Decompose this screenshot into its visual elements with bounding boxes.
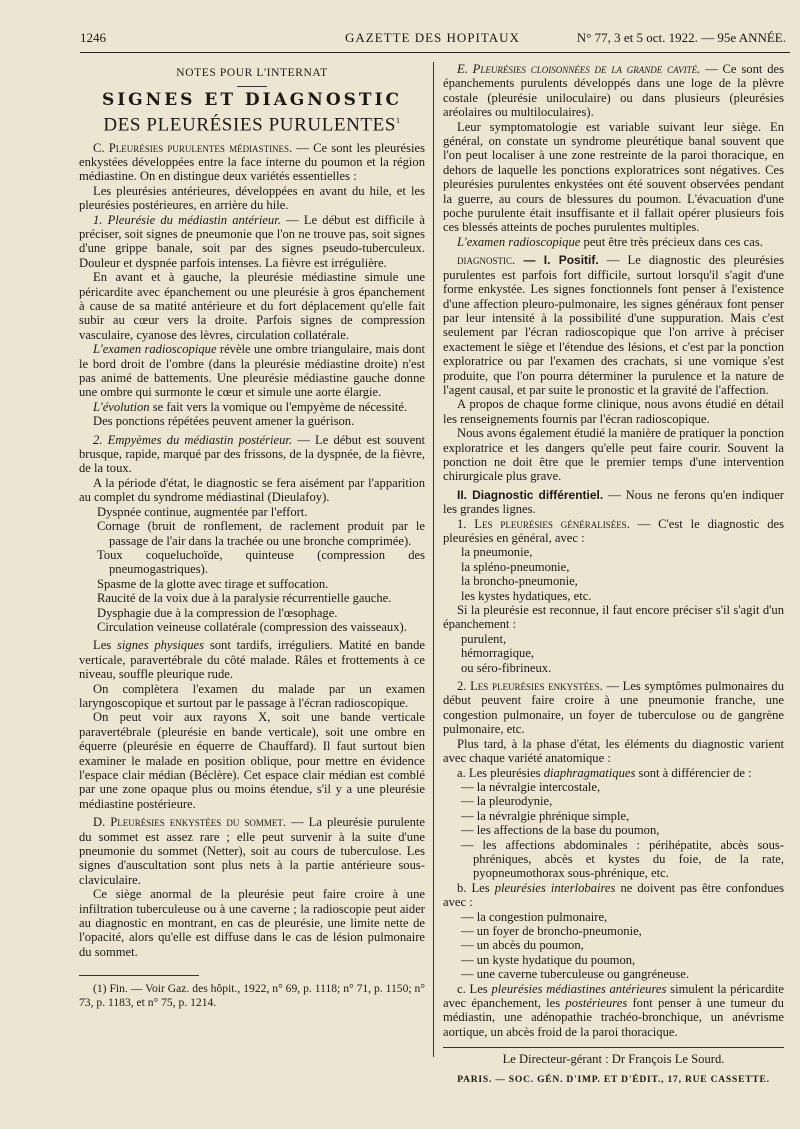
paragraph: II. Diagnostic différentiel. — Nous ne ferons qu'en indiquer les grandes lignes. bbox=[443, 487, 785, 517]
right-column bbox=[443, 62, 784, 1087]
page-header bbox=[80, 26, 790, 54]
list-item: — un kyste hydatique du poumon, bbox=[461, 952, 636, 967]
column-divider bbox=[433, 62, 434, 1057]
list-item: — la congestion pulmonaire, bbox=[461, 909, 608, 924]
paragraph: diagnostic. — I. Positif. — Le diagnostic des pleurésies purulentes est parfois fort difficile, surtout lorsqu'il s'agit d'une forme enkystée. Les signes fonctionnels font penser à l'existence d'une affection pleuro-pulmonaire, les signes généraux font penser par leur intensité à la possibilité d'une suppuration. Mais c'est seulement par l'écran radioscopique que l'on arrive à préciser exactement le siège et l'étendue des lésions, et c'est par la ponction exploratrice ou par l'examen des crachats, si une vomique s'est produite, que l'on pourra déterminer la purulence et la nature de l'agent causal, et par suite le pronostic et la gravité de l'affection. bbox=[443, 253, 785, 397]
issue-info: N° 77, 3 et 5 oct. 1922. — 95e ANNÉE. bbox=[576, 30, 786, 45]
paragraph: Plus tard, à la phase d'état, les éléments du diagnostic varient avec chaque variété anatomique : bbox=[443, 736, 784, 766]
symptom-item: Spasme de la glotte avec tirage et suffocation. bbox=[97, 576, 329, 591]
paragraph: A propos de chaque forme clinique, nous avons étudié en détail les renseignements fournis par l'écran radioscopique. bbox=[443, 397, 784, 426]
article-title-line2: DES PLEURÉSIES PURULENTES$^1$ bbox=[103, 114, 401, 136]
paragraph: L'examen radioscopique révèle une ombre triangulaire, mais dont le bord droit de l'ombre (dans la pleurésie médiastine droite) n'est pas animé de battements. Une pleurésie médiastine gauche donne une ombre qui surmonte le cœur et simule une aorte élargie. bbox=[79, 342, 425, 400]
section-label: NOTES POUR L'INTERNAT bbox=[176, 67, 328, 79]
footnote-rule bbox=[79, 975, 199, 976]
paragraph: D. Pleurésies enkystées du sommet. — La pleurésie purulente du sommet est assez rare ; elle peut survenir à la suite d'une pneumonie du sommet (Netter), soit au cours de tuberculose. Les signes d'auscultation sont plus nets à la partie antérieure sous-claviculaire. bbox=[79, 815, 426, 887]
list-item: ou séro-fibrineux. bbox=[461, 660, 552, 675]
list-item: — la névralgie intercostale, bbox=[461, 779, 601, 794]
list-item: la spléno-pneumonie, bbox=[461, 559, 570, 574]
symptom-item: Toux coqueluchoïde, quinteuse (compression des pneumogastriques). bbox=[97, 547, 425, 577]
paragraph: Les signes physiques sont tardifs, irréguliers. Matité en bande verticale, paravertébrale du côté malade. Râles et frottements à ce niveau, souffle pleurique rude. bbox=[79, 638, 425, 682]
list-item: — un abcès du poumon, bbox=[461, 938, 584, 953]
list-item: purulent, bbox=[461, 631, 507, 646]
paragraph: On complètera l'examen du malade par un examen laryngoscopique et surtout par le passage à l'écran radioscopique. bbox=[79, 681, 425, 710]
paragraph: On peut voir aux rayons X, soit une bande verticale paravertébrale (pleurésie en bande verticale), soit une ombre en équerre (pleurésie en équerre de Chauffard). Il faut surtout bien examiner le malade en position oblique, pour mettre en évidence l'espace clair médian (Béclère). Cet espace clair médian est comblé par une zone opaque plus ou moins étendue, s'il y a une pleurésie médiastine postérieure. bbox=[79, 710, 425, 811]
paragraph: 1. Les pleurésies généralisées. — C'est le diagnostic des pleurésies en général, avec : bbox=[443, 516, 784, 545]
signature: Le Directeur-gérant : Dr François Le Sourd. bbox=[502, 1052, 725, 1067]
paragraph: Ce siège anormal de la pleurésie peut faire croire à une infiltration tuberculeuse ou à une caverne ; la radioscopie peut aider au diagnostic en montrant, en cas de pleurésie, une limite nette de l'opacité, alors qu'elle est diffuse dans le cas de lésion pulmonaire du sommet. bbox=[79, 887, 425, 959]
signature-rule bbox=[443, 1047, 784, 1048]
article-title-line1: SIGNES ET DIAGNOSTIC bbox=[101, 90, 403, 111]
title-rule bbox=[237, 86, 267, 87]
list-item: hémorragique, bbox=[461, 646, 535, 661]
paragraph: c. Les pleurésies médiastines antérieures simulent la péricardite avec épanchement, les postérieures font penser à une tumeur du médiastin, une adénopathie trachéo-bronchique, un anévrisme aortique, un abcès froid de la paroi thoracique. bbox=[443, 981, 785, 1039]
symptom-item: Raucité de la voix due à la paralysie récurrentielle gauche. bbox=[97, 591, 392, 606]
list-item: — une caverne tuberculeuse ou gangréneuse. bbox=[461, 967, 689, 982]
paragraph: 2. Les pleurésies enkystées. — Les symptômes pulmonaires du début peuvent faire croire à une pneumonie franche, une congestion pulmonaire, un foyer de tuberculose ou de gangrène pulmonaire, etc. bbox=[443, 679, 784, 737]
paragraph: L'évolution se fait vers la vomique ou l'empyème de nécessité. bbox=[93, 399, 408, 414]
symptom-item: Dysphagie due à la compression de l'œsophage. bbox=[97, 605, 338, 620]
paragraph: En avant et à gauche, la pleurésie médiastine simule une péricardite avec épanchement ou une pleurésie à gros épanchement à cause de sa matité antérieure et du fort déplacement qu'elle fait subir au cœur vers la droite. Parfois signes de compression vasculaire, cyanose des lèvres, circulation collatérale. bbox=[79, 270, 425, 342]
paragraph: Les pleurésies antérieures, développées en avant du hile, et les pleurésies postérieures, en arrière du hile. bbox=[79, 183, 425, 213]
paragraph: Si la pleurésie est reconnue, il faut encore préciser s'il s'agit d'un épanchement : bbox=[443, 603, 784, 632]
list-item: — les affections de la base du poumon, bbox=[461, 823, 660, 838]
list-item: — un foyer de broncho-pneumonie, bbox=[461, 923, 642, 938]
list-item: — les affections abdominales : périhépatite, abcès sous-phréniques, abcès et kystes du foie, de la rate, pyopneumothorax sous-phrénique, etc. bbox=[461, 837, 784, 881]
paragraph: Des ponctions répétées peuvent amener la guérison. bbox=[93, 414, 355, 429]
symptom-item: Dyspnée continue, augmentée par l'effort. bbox=[97, 504, 308, 519]
paragraph: Nous avons également étudié la manière de pratiquer la ponction exploratrice et les dangers qu'elle peut faire courir. Souvent la ponction ne doit être que le premier temps d'une intervention chirurgicale plus grave. bbox=[443, 426, 784, 484]
symptom-item: Circulation veineuse collatérale (compression des vaisseaux). bbox=[97, 619, 407, 634]
footnote-ref: 1 bbox=[396, 115, 401, 125]
journal-title: GAZETTE DES HOPITAUX bbox=[345, 30, 520, 45]
paragraph: a. Les pleurésies diaphragmatiques sont à différencier de : bbox=[457, 765, 752, 780]
list-item: la broncho-pneumonie, bbox=[461, 574, 578, 589]
paragraph: 2. Empyèmes du médiastin postérieur. — Le début est souvent brusque, rapide, marqué par des frissons, de la dyspnée, de la fièvre, de la toux. bbox=[79, 432, 425, 476]
printer-imprint: PARIS. — SOC. GÉN. D'IMP. ET D'ÉDIT., 17, RUE CASSETTE. bbox=[457, 1074, 770, 1085]
list-item: — la pleurodynie, bbox=[461, 794, 553, 809]
header-rule bbox=[80, 52, 790, 53]
list-item: — la névralgie phrénique simple, bbox=[461, 808, 630, 823]
paragraph: b. Les pleurésies interlobaires ne doivent pas être confondues avec : bbox=[443, 880, 784, 910]
footnote: (1) Fin. — Voir Gaz. des hôpit., 1922, n° 69, p. 1118; n° 71, p. 1150; n° 73, p. 1183, et n° 75, p. 1214. bbox=[79, 982, 425, 1010]
paragraph: C. Pleurésies purulentes médiastines. — Ce sont les pleurésies enkystées développées entre la face interne du poumon et la région médiastine. On en distingue deux variétés essentielles : bbox=[79, 140, 425, 184]
paragraph: E. Pleurésies cloisonnées de la grande cavité. — Ce sont des épanchements purulents développés dans une loge de la plèvre costale (pleurésie uniloculaire) ou dans plusieurs (pleurésies aréolaires ou multiloculaires). bbox=[443, 62, 784, 120]
symptom-item: Cornage (bruit de ronflement, de raclement produit par le passage de l'air dans la trachée ou une bronche comprimée). bbox=[97, 519, 425, 548]
page-number: 1246 bbox=[80, 30, 106, 45]
list-item: la pneumonie, bbox=[461, 545, 533, 560]
list-item: les kystes hydatiques, etc. bbox=[461, 588, 592, 603]
paragraph: A la période d'état, le diagnostic se fera aisément par l'apparition au complet du syndrome médiastinal (Dieulafoy). bbox=[79, 475, 425, 505]
paragraph: L'examen radioscopique peut être très précieux dans ces cas. bbox=[457, 234, 763, 249]
paragraph: 1. Pleurésie du médiastin antérieur. — Le début est difficile à préciser, soit signes de pneumonie que l'on ne trouve pas, soit signes d'une grippe banale, soit par des signes pseudo-tuberculeux. Douleur et dyspnée parfois intenses. La fièvre est irrégulière. bbox=[79, 212, 425, 270]
left-column bbox=[79, 62, 425, 1010]
paragraph: Leur symptomatologie est variable suivant leur siège. En général, on constate un syndrome pleurétique banal souvent que l'on peut localiser à une zone restreinte de la paroi thoracique, en dehors de laquelle les ponctions exploratrices sont négatives. Ces pleurésies purulentes enkystées ont été souvent observées pendant la guerre, au cours de blessures du poumon. L'évacuation d'une poche purulente était insuffisante et il fallait opérer plusieurs fois ces blessés atteints de poches purulentes multiples. bbox=[443, 119, 784, 235]
